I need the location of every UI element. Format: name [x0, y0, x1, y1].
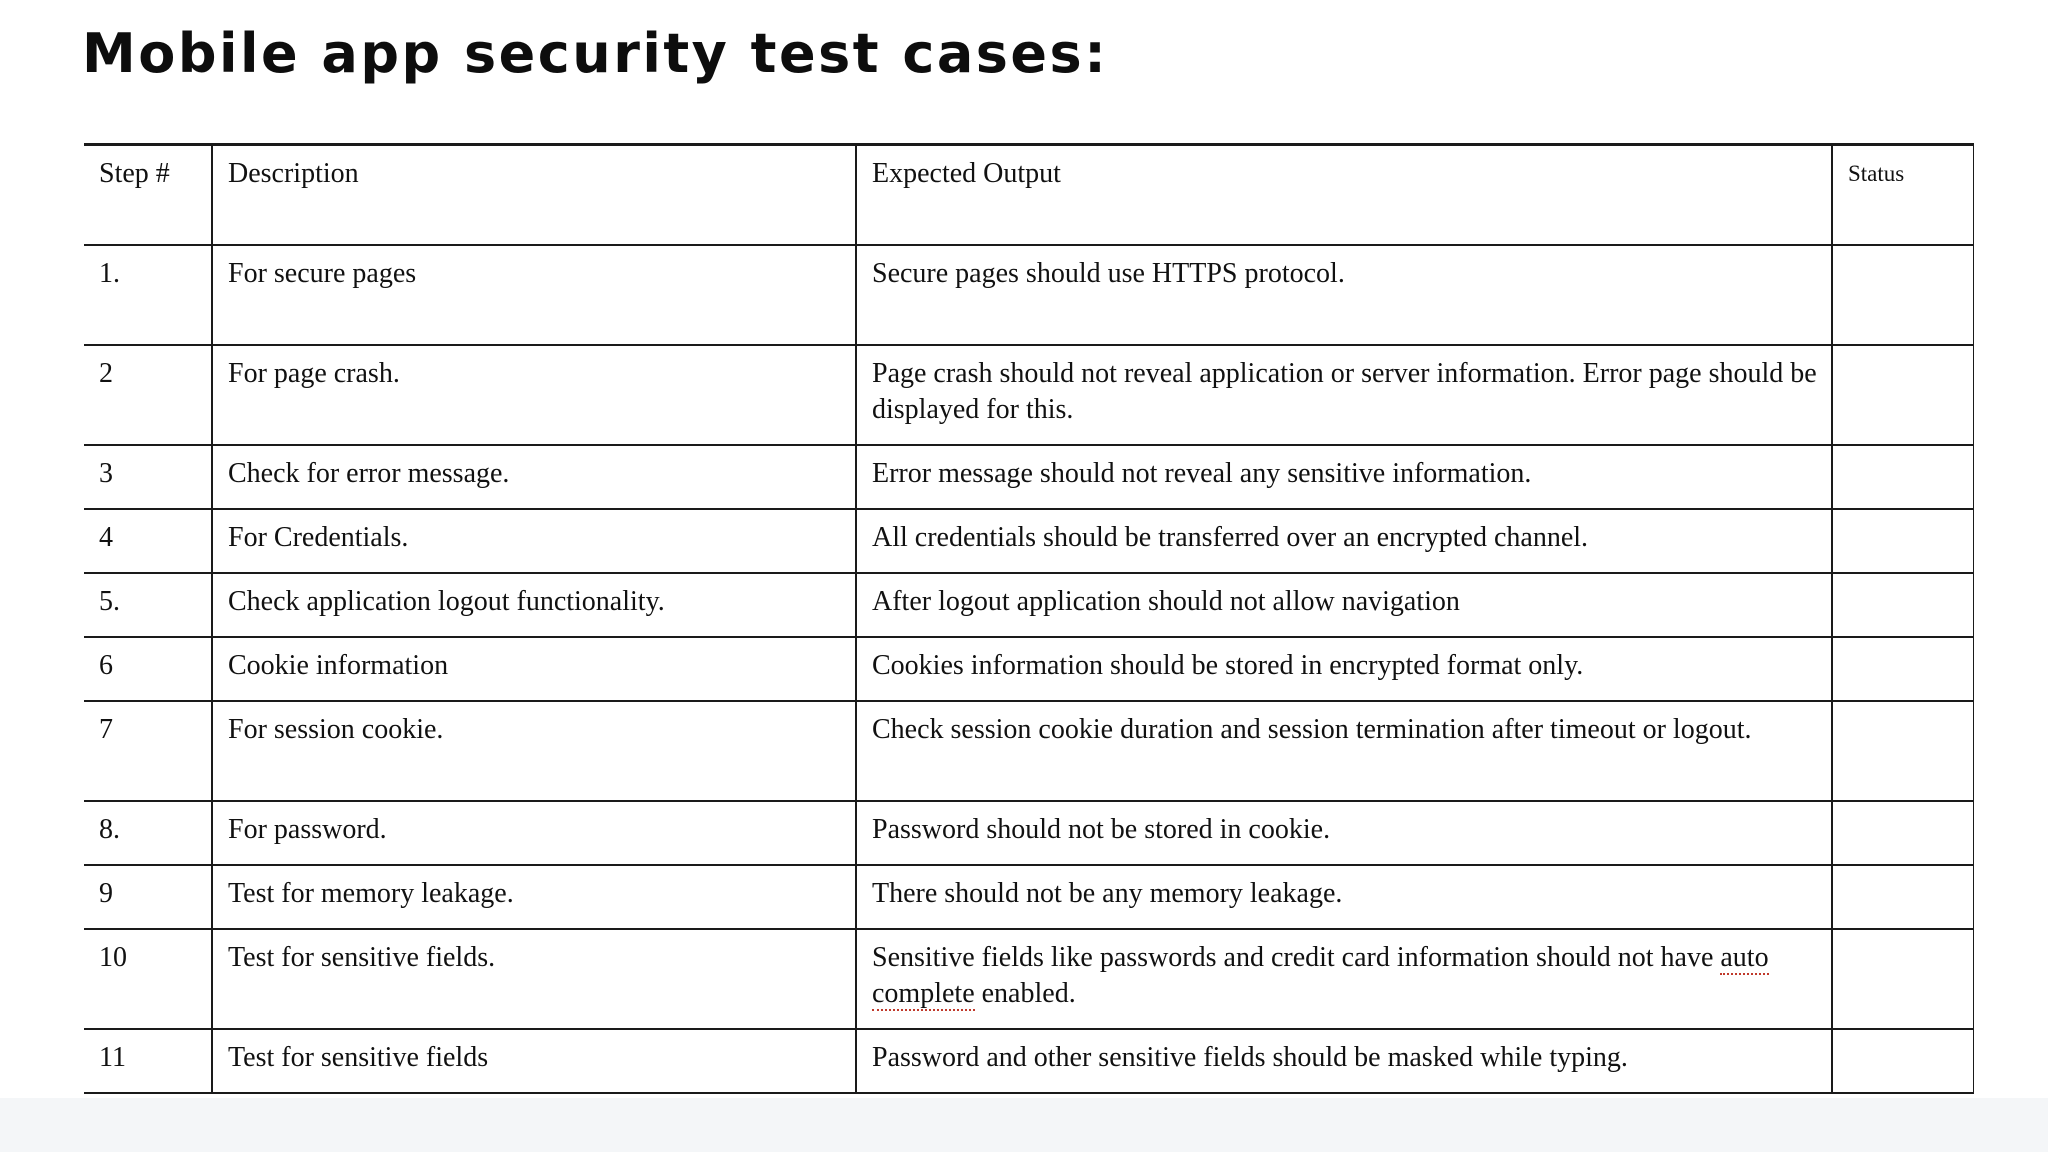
description-cell: For secure pages [212, 245, 856, 345]
status-cell [1832, 509, 1974, 573]
step-cell: 6 [84, 637, 212, 701]
status-cell [1832, 865, 1974, 929]
status-cell [1832, 929, 1974, 1029]
step-cell: 9 [84, 865, 212, 929]
expected-output-cell: All credentials should be transferred over an encrypted channel. [856, 509, 1832, 573]
table-row [84, 509, 1974, 573]
expected-text: Sensitive fields like passwords and credit card information should not have [872, 941, 1721, 973]
description-cell: For Credentials. [212, 509, 856, 573]
step-cell: 11 [84, 1029, 212, 1093]
table-row [84, 345, 1974, 445]
header-row [84, 145, 1974, 245]
table-row [84, 929, 1974, 1029]
status-cell [1832, 801, 1974, 865]
header-expected-output: Expected Output [856, 145, 1832, 245]
status-cell [1832, 573, 1974, 637]
table-body [84, 245, 1974, 1093]
step-cell: 8. [84, 801, 212, 865]
table-viewport [84, 143, 1974, 1097]
step-cell: 7 [84, 701, 212, 801]
status-cell [1832, 637, 1974, 701]
expected-output-cell [856, 929, 1832, 1029]
table-row [84, 573, 1974, 637]
description-cell: For password. [212, 801, 856, 865]
description-cell: Cookie information [212, 637, 856, 701]
header-status: Status [1832, 145, 1974, 245]
expected-output-cell: Password and other sensitive fields should be masked while typing. [856, 1029, 1832, 1093]
expected-output-cell: Check session cookie duration and session termination after timeout or logout. [856, 701, 1832, 801]
description-cell: Test for memory leakage. [212, 865, 856, 929]
step-cell: 1. [84, 245, 212, 345]
expected-output-cell: After logout application should not allow navigation [856, 573, 1832, 637]
test-cases-table [84, 143, 1974, 1094]
header-description: Description [212, 145, 856, 245]
header-step: Step # [84, 145, 212, 245]
expected-text: enabled. [974, 977, 1076, 1009]
status-cell [1832, 1029, 1974, 1093]
step-cell: 5. [84, 573, 212, 637]
table-row [84, 701, 1974, 801]
status-cell [1832, 701, 1974, 801]
page-title: Mobile app security test cases: [82, 22, 1109, 85]
spellcheck-marked-text: auto complete [872, 941, 1769, 1009]
table-row [84, 865, 1974, 929]
status-cell [1832, 345, 1974, 445]
status-cell [1832, 445, 1974, 509]
table-row [84, 445, 1974, 509]
description-cell: For page crash. [212, 345, 856, 445]
expected-output-cell: Page crash should not reveal application or server information. Error page should be displayed for this. [856, 345, 1832, 445]
expected-output-cell: Error message should not reveal any sensitive information. [856, 445, 1832, 509]
table-row [84, 1029, 1974, 1093]
description-cell: Check for error message. [212, 445, 856, 509]
expected-output-cell: There should not be any memory leakage. [856, 865, 1832, 929]
step-cell: 3 [84, 445, 212, 509]
slide-bottom-strip [0, 1098, 2048, 1152]
table-row [84, 245, 1974, 345]
step-cell: 10 [84, 929, 212, 1029]
description-cell: Test for sensitive fields [212, 1029, 856, 1093]
expected-output-cell: Cookies information should be stored in encrypted format only. [856, 637, 1832, 701]
description-cell: Test for sensitive fields. [212, 929, 856, 1029]
step-cell: 2 [84, 345, 212, 445]
expected-output-cell: Secure pages should use HTTPS protocol. [856, 245, 1832, 345]
expected-output-cell: Password should not be stored in cookie. [856, 801, 1832, 865]
description-cell: For session cookie. [212, 701, 856, 801]
status-cell [1832, 245, 1974, 345]
step-cell: 4 [84, 509, 212, 573]
table-row [84, 637, 1974, 701]
table-row [84, 801, 1974, 865]
description-cell: Check application logout functionality. [212, 573, 856, 637]
